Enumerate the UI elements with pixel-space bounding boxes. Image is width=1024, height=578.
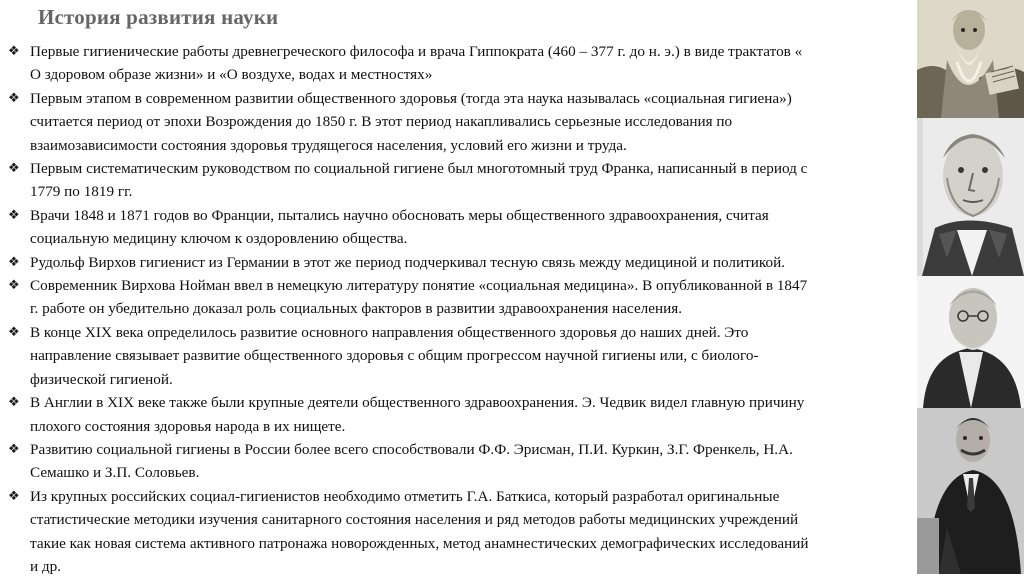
- portrait-batkis: [917, 408, 1024, 574]
- bullet-text-line: Врачи 1848 и 1871 годов во Франции, пытались научно обосновать меры общественного здравоохранения, считая: [30, 206, 769, 224]
- bullet-text-line: 1779 по 1819 гг.: [30, 183, 133, 201]
- bullet-text-line: О здоровом образе жизни» и «О воздухе, водах и местностях»: [30, 66, 433, 84]
- bullet-text-line: Современник Вирхова Нойман ввел в немецкую литературу понятие «социальная медицина». В опубликованной в 1847: [30, 277, 808, 295]
- bullet-list: [8, 40, 913, 578]
- bullet-text-line: такие как новая система активного патронажа новорожденных, метод анамнестических демографических исследований: [30, 534, 809, 552]
- bullet-text-line: Из крупных российских социал-гигиенистов необходимо отметить Г.А. Баткиса, который разработал оригинальные: [30, 487, 780, 505]
- bullet-text-line: г. работе он убедительно доказал роль социальных факторов в развитии здравоохранения населения.: [30, 300, 683, 318]
- bullet-item: [8, 438, 913, 485]
- bullet-diamond-icon: ❖: [8, 278, 20, 294]
- bullet-text-line: Первым систематическим руководством по социальной гигиене был многотомный труд Франка, написанный в период с: [30, 160, 808, 178]
- bullet-text-line: Первые гигиенические работы древнегреческого философа и врача Гиппократа (460 – 377 г. до н. э.) в виде трактатов «: [30, 43, 803, 60]
- bullet-item: [8, 87, 913, 157]
- bullet-text-line: статистические методики изучения санитарного состояния населения и ряд методов работы медицинских учреждений: [30, 511, 799, 529]
- bullet-diamond-icon: ❖: [8, 395, 20, 411]
- portrait-hippocrates: [917, 0, 1024, 118]
- bullet-item: [8, 40, 913, 87]
- bullet-text-line: направление связывает развитие общественного здоровья с общим прогрессом научной гигиены или, с биолого-: [30, 347, 759, 365]
- bullet-diamond-icon: ❖: [8, 161, 20, 177]
- bullet-text-line: считается период от эпохи Возрождения до 1850 г. В этот период накапливались серьезные исследования по: [30, 113, 733, 131]
- bullet-text-line: физической гигиеной.: [30, 370, 173, 388]
- slide-title: История развития науки: [38, 5, 279, 29]
- bullet-item: [8, 274, 913, 321]
- bullet-text-line: Развитию социальной гигиены в России более всего способствовали Ф.Ф. Эрисман, П.И. Куркин, З.Г. Френкель, Н.А.: [30, 440, 793, 458]
- bullet-item: [8, 157, 913, 204]
- bullet-item: [8, 321, 913, 391]
- bullet-diamond-icon: ❖: [8, 90, 20, 106]
- bullet-text-line: В Англии в XIX веке также были крупные деятели общественного здравоохранения. Э. Чедвик видел главную причину: [30, 394, 805, 412]
- bullet-text-line: Семашко и З.П. Соловьев.: [30, 464, 200, 482]
- bullet-text-line: Первым этапом в современном развитии общественного здоровья (тогда эта наука называлась «социальная гигиена»): [30, 89, 792, 107]
- bullet-item: [8, 391, 913, 438]
- bullet-text-line: Рудольф Вирхов гигиенист из Германии в этот же период подчеркивал тесную связь между медициной и политикой.: [30, 253, 785, 271]
- portrait-column: [917, 0, 1024, 574]
- portrait-frank: [917, 118, 1024, 276]
- portrait-virchow: [917, 276, 1024, 408]
- bullet-item: [8, 251, 913, 274]
- bullet-text-line: взаимозависимости состояния здоровья трудящегося населения, условий его жизни и труда.: [30, 136, 627, 154]
- bullet-text-line: и др.: [30, 557, 62, 575]
- bullet-diamond-icon: ❖: [8, 488, 20, 504]
- bullet-item: [8, 204, 913, 251]
- bullet-diamond-icon: ❖: [8, 254, 20, 270]
- bullet-text-line: социальную медицину ключом к оздоровлению общества.: [30, 230, 408, 248]
- bullet-diamond-icon: ❖: [8, 441, 20, 457]
- bullet-diamond-icon: ❖: [8, 207, 20, 223]
- bullet-text-line: В конце XIX века определилось развитие основного направления общественного здоровья до наших дней. Это: [30, 323, 749, 341]
- bullet-text-line: плохого состояния здоровья народа в их нищете.: [30, 417, 346, 435]
- bullet-diamond-icon: ❖: [8, 324, 20, 340]
- bullet-diamond-icon: ❖: [8, 44, 20, 59]
- bullet-item: [8, 485, 913, 578]
